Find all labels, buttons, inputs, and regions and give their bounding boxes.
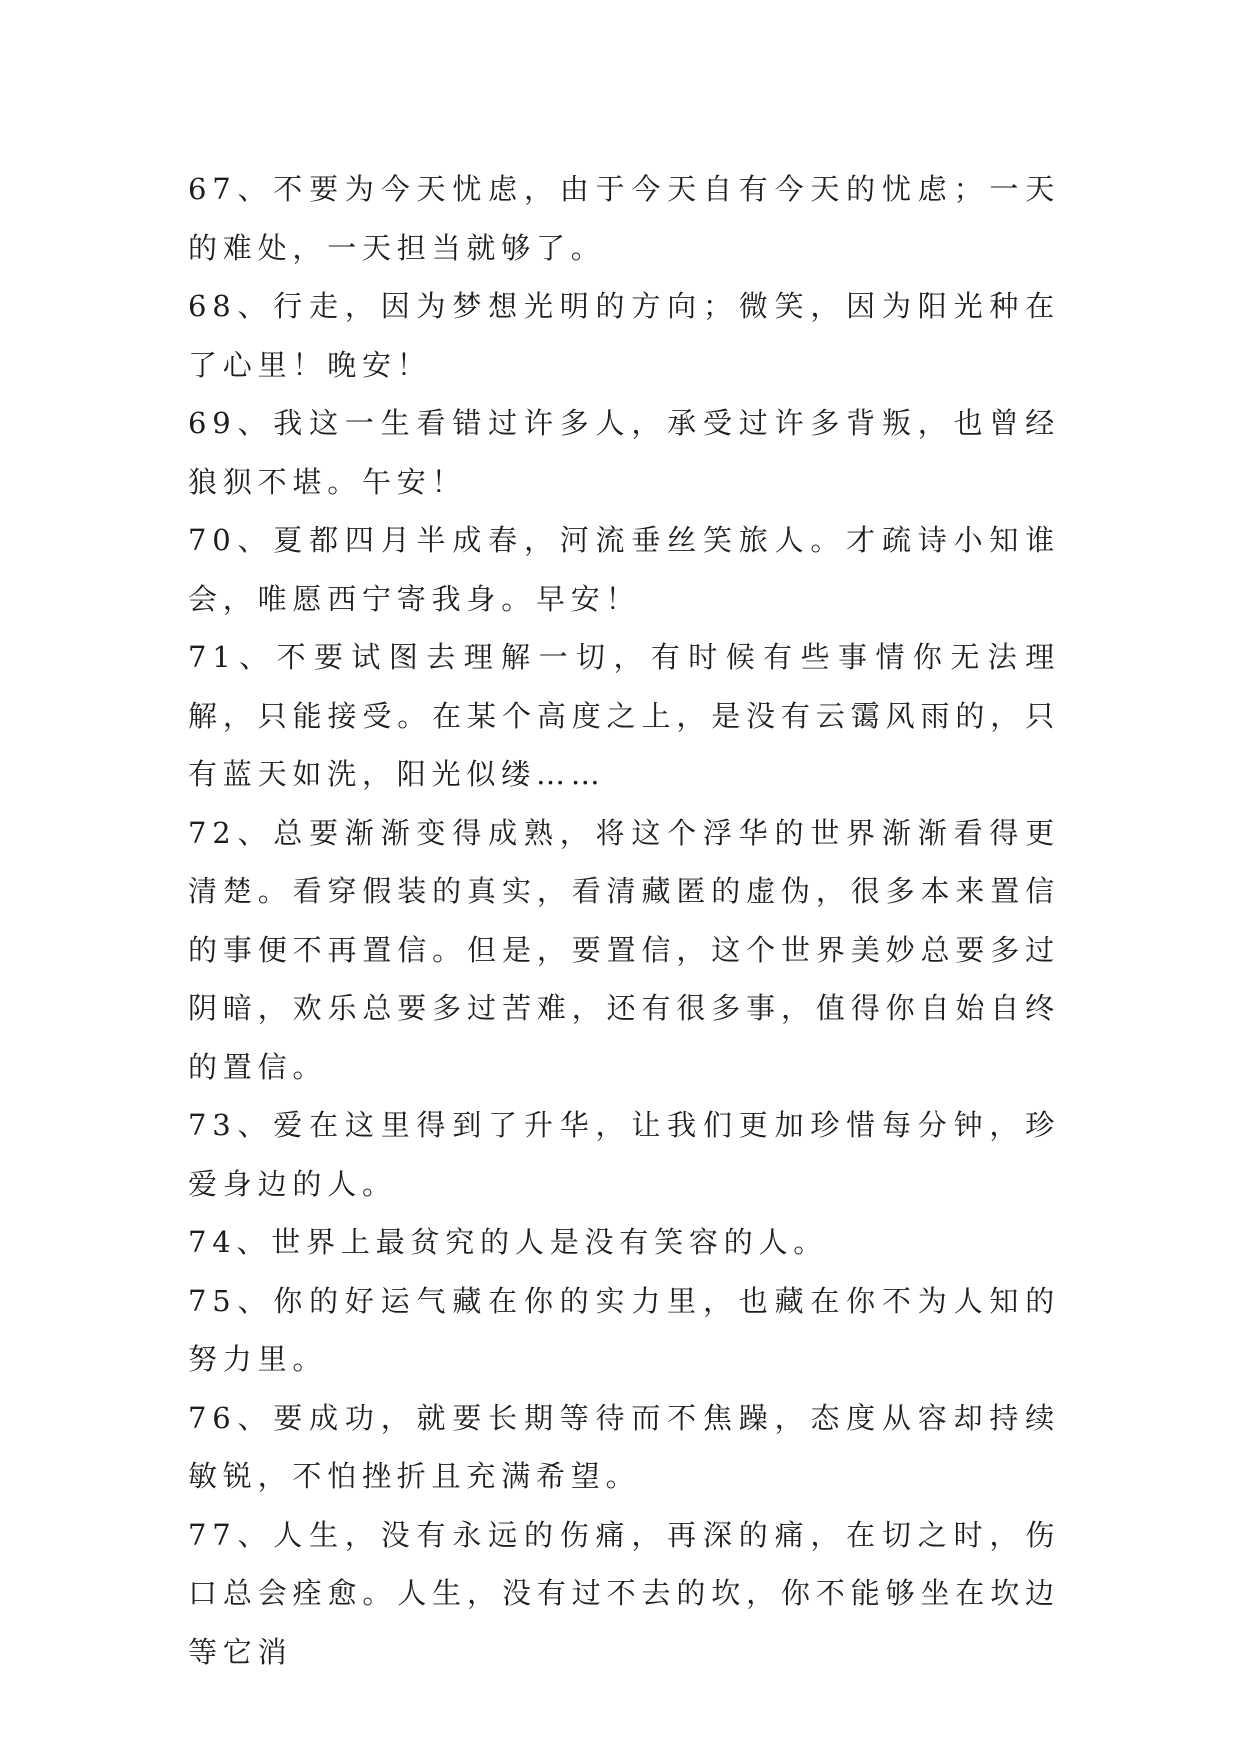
paragraph-71: 71、不要试图去理解一切，有时候有些事情你无法理解，只能接受。在某个高度之上，是没有云霭风雨的，只有蓝天如洗，阳光似缕…… — [188, 640, 1060, 791]
paragraph-73: 73、爱在这里得到了升华，让我们更加珍惜每分钟，珍爱身边的人。 — [188, 1108, 1060, 1201]
paragraph-76: 76、要成功，就要长期等待而不焦躁，态度从容却持续敏锐，不怕挫折且充满希望。 — [188, 1400, 1060, 1493]
paragraph-74: 74、世界上最贫究的人是没有笑容的人。 — [188, 1225, 829, 1259]
paragraph-72: 72、总要渐渐变得成熟，将这个浮华的世界渐渐看得更清楚。看穿假装的真实，看清藏匿的虚伪，很多本来置信的事便不再置信。但是，要置信，这个世界美妙总要多过阴暗，欢乐总要多过苦难，还有很多事，值得你自始自终的置信。 — [188, 815, 1060, 1084]
paragraph-68: 68、行走，因为梦想光明的方向；微笑，因为阳光种在了心里！晚安！ — [188, 289, 1060, 382]
paragraph-69: 69、我这一生看错过许多人，承受过许多背叛，也曾经狼狈不堪。午安！ — [188, 406, 1060, 499]
paragraph-67: 67、不要为今天忧虑，由于今天自有今天的忧虑；一天的难处，一天担当就够了。 — [188, 172, 1060, 265]
document-body — [188, 160, 1060, 1681]
paragraph-77: 77、人生，没有永远的伤痛，再深的痛，在切之时，伤口总会痊愈。人生，没有过不去的坎，你不能够坐在坎边等它消 — [188, 1517, 1060, 1669]
paragraph-70: 70、夏都四月半成春，河流垂丝笑旅人。才疏诗小知谁会，唯愿西宁寄我身。早安！ — [188, 523, 1060, 616]
paragraph-75: 75、你的好运气藏在你的实力里，也藏在你不为人知的努力里。 — [188, 1283, 1060, 1376]
